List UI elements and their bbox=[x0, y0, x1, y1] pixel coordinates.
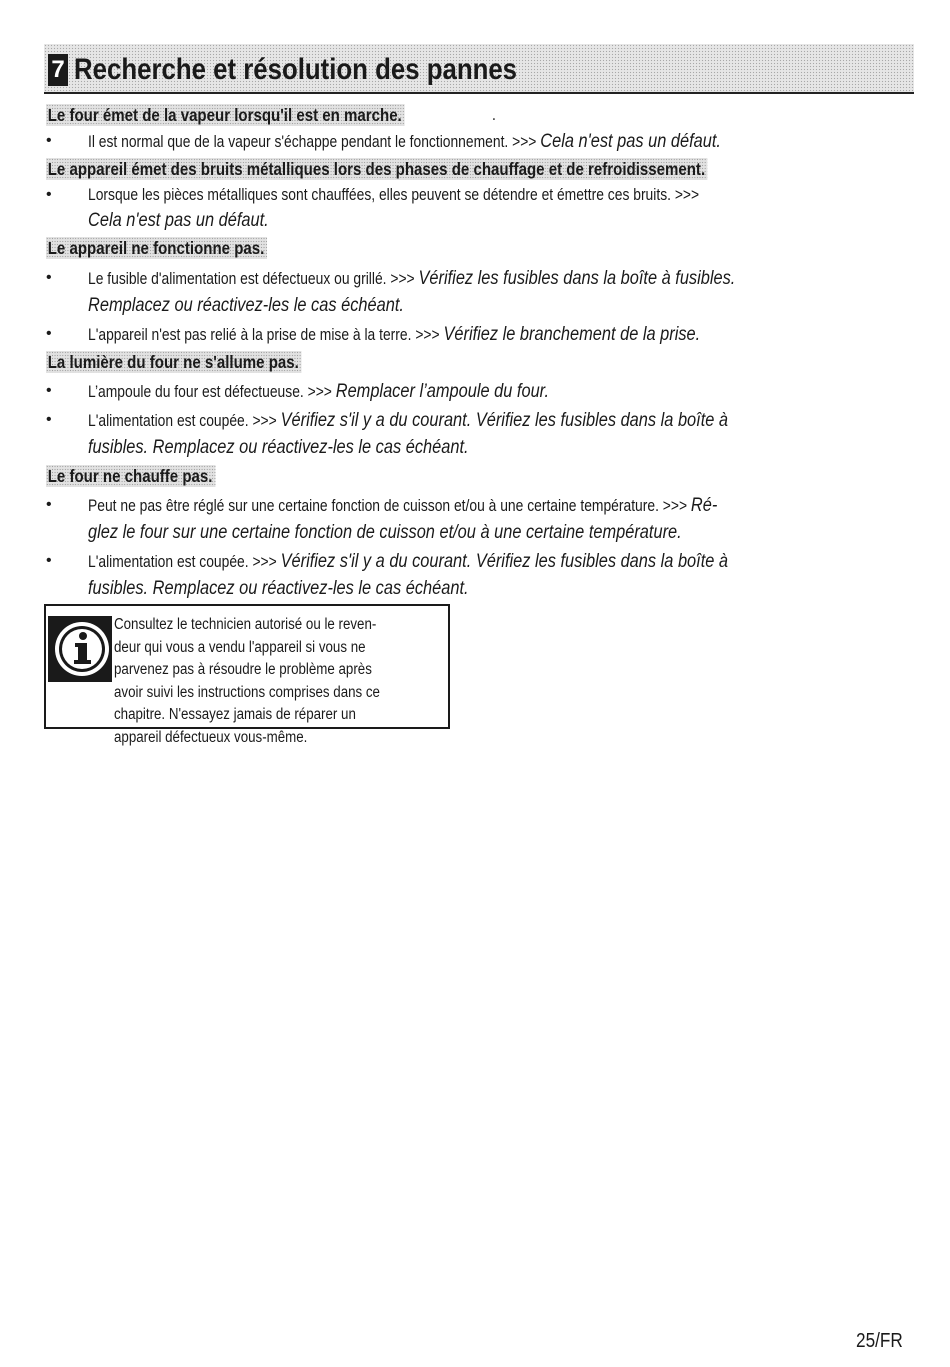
remedy-text: Vérifiez les fusibles dans la boîte à fusibles. bbox=[418, 267, 736, 289]
list-item bbox=[88, 266, 735, 291]
bullet: • bbox=[46, 186, 52, 203]
info-line: appareil défectueux vous-même. bbox=[114, 728, 308, 746]
remedy-text: Vérifiez s'il y a du courant. Vérifiez les fusibles dans la boîte à bbox=[280, 409, 729, 431]
list-item bbox=[88, 493, 717, 518]
bullet: • bbox=[46, 325, 52, 342]
remedy-text: Cela n'est pas un défaut. bbox=[88, 209, 269, 231]
remedy-text: Remplacez ou réactivez-les le cas échéant. bbox=[88, 294, 404, 316]
list-item bbox=[88, 408, 728, 433]
bullet: • bbox=[46, 132, 52, 149]
list-item bbox=[88, 129, 721, 154]
section-heading-text: Le appareil émet des bruits métalliques lors des phases de chauffage et de refroidissement. bbox=[47, 159, 706, 179]
chapter-number: 7 bbox=[48, 54, 68, 86]
section-heading bbox=[46, 158, 708, 180]
list-item-continuation bbox=[88, 435, 469, 459]
cause-text: Il est normal que de la vapeur s'échappe pendant le fonctionnement. >>> bbox=[88, 133, 541, 151]
remedy-text: Remplacer l’ampoule du four. bbox=[335, 380, 550, 402]
remedy-text: fusibles. Remplacez ou réactivez-les le cas échéant. bbox=[88, 436, 469, 458]
info-line: avoir suivi les instructions comprises dans ce bbox=[114, 683, 380, 701]
cause-text: L'alimentation est coupée. >>> bbox=[88, 553, 281, 571]
section-heading-text: Le four ne chauffe pas. bbox=[47, 466, 213, 486]
section-heading bbox=[46, 104, 404, 126]
cause-text: Lorsque les pièces métalliques sont chauffées, elles peuvent se détendre et émettre ces bruits. >>> bbox=[88, 186, 700, 204]
remedy-text: Vérifiez le branchement de la prise. bbox=[443, 323, 701, 345]
section-heading-text: La lumière du four ne s'allume pas. bbox=[47, 352, 299, 372]
section-heading bbox=[46, 351, 301, 373]
bullet: • bbox=[46, 382, 52, 399]
bullet: • bbox=[46, 411, 52, 428]
info-line: parvenez pas à résoudre le problème après bbox=[114, 661, 372, 679]
list-item bbox=[88, 379, 549, 404]
chapter-header bbox=[44, 44, 914, 94]
cause-text: L’ampoule du four est défectueuse. >>> bbox=[88, 383, 336, 401]
list-item bbox=[88, 183, 699, 207]
cause-text: L'alimentation est coupée. >>> bbox=[88, 412, 281, 430]
info-text bbox=[114, 614, 494, 750]
list-item-continuation bbox=[88, 520, 682, 544]
section-heading bbox=[46, 465, 215, 487]
section-heading-text: Le appareil ne fonctionne pas. bbox=[47, 238, 265, 258]
chapter-title: Recherche et résolution des pannes bbox=[74, 53, 518, 86]
remedy-text: fusibles. Remplacez ou réactivez-les le cas échéant. bbox=[88, 577, 469, 599]
cause-text: L'appareil n'est pas relié à la prise de mise à la terre. >>> bbox=[88, 326, 444, 344]
remedy-text: Vérifiez s'il y a du courant. Vérifiez les fusibles dans la boîte à bbox=[280, 550, 729, 572]
section-heading-text: Le four émet de la vapeur lorsqu'il est en marche. bbox=[47, 105, 402, 125]
bullet: • bbox=[46, 496, 52, 513]
bullet: • bbox=[46, 552, 52, 569]
list-item-continuation bbox=[88, 293, 404, 317]
info-line: Consultez le technicien autorisé ou le reven- bbox=[114, 616, 377, 633]
remedy-text: glez le four sur une certaine fonction de cuisson et/ou à une certaine température. bbox=[88, 521, 682, 543]
info-icon bbox=[48, 616, 112, 682]
bullet: • bbox=[46, 269, 52, 286]
remedy-text: Cela n'est pas un défaut. bbox=[540, 130, 721, 152]
section-heading-suffix: . bbox=[492, 106, 496, 124]
list-item bbox=[88, 549, 728, 574]
info-box bbox=[44, 604, 450, 746]
section-heading bbox=[46, 237, 267, 259]
page-number: 25/FR bbox=[856, 1330, 903, 1352]
list-item bbox=[88, 322, 700, 347]
info-line: deur qui vous a vendu l'appareil si vous ne bbox=[114, 638, 366, 656]
cause-text: Le fusible d'alimentation est défectueux ou grillé. >>> bbox=[88, 270, 419, 288]
cause-text: Peut ne pas être réglé sur une certaine fonction de cuisson et/ou à une certaine température. >>> bbox=[88, 497, 691, 515]
remedy-text: Ré- bbox=[690, 494, 718, 516]
list-item-continuation bbox=[88, 208, 269, 232]
info-line: chapitre. N'essayez jamais de réparer un bbox=[114, 706, 356, 724]
list-item-continuation bbox=[88, 576, 469, 600]
